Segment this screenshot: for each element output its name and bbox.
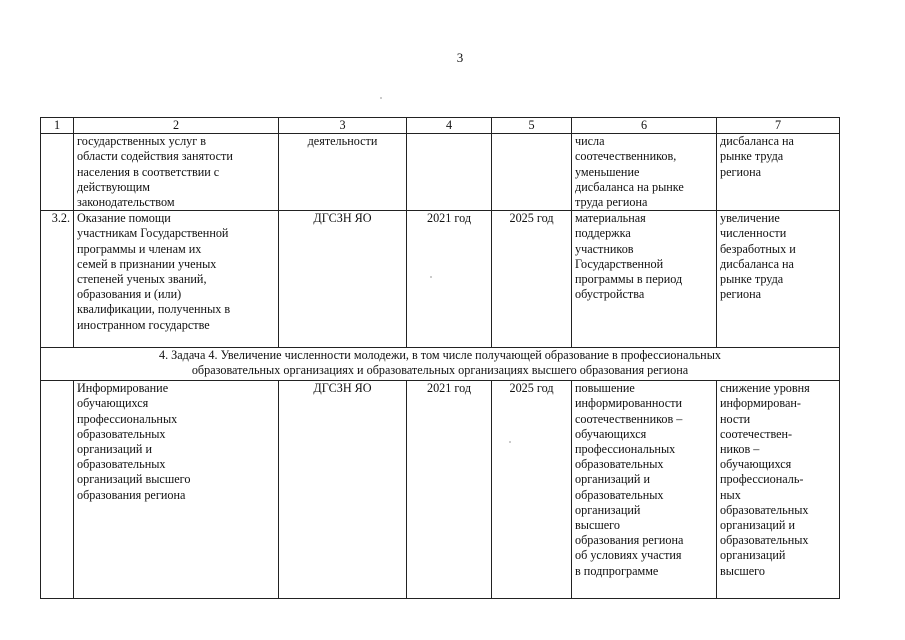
measure-name-cell: государственных услуг в области содействия занятости населения в соответствии с действующим законодательством bbox=[74, 134, 279, 211]
header-cell-2: 2 bbox=[74, 118, 279, 134]
table-row-4-1 bbox=[41, 381, 840, 599]
measure-name-cell: Информирование обучающихся профессиональных образовательных организаций и образовательных организаций высшего образования региона bbox=[74, 381, 279, 599]
consequence-cell: увеличение численности безработных и дисбаланса на рынке труда региона bbox=[717, 211, 840, 348]
task-4-row bbox=[41, 348, 840, 381]
header-cell-6: 6 bbox=[572, 118, 717, 134]
expected-result-cell: повышение информированности соотечественников – обучающихся профессиональных образовательных организаций и образовательных организаций высшего образования региона об условиях участия в подпрограмме bbox=[572, 381, 717, 599]
program-table bbox=[40, 117, 840, 599]
consequence-cell: снижение уровня информирован- ности соотечествен- ников – обучающихся профессиональ- ных образовательных организаций и образовательных организаций высшего bbox=[717, 381, 840, 599]
row-number-cell bbox=[41, 134, 74, 211]
expected-result-cell: материальная поддержка участников Государственной программы в период обустройства bbox=[572, 211, 717, 348]
start-date-cell: 2021 год bbox=[407, 211, 492, 348]
executor-cell: ДГСЗН ЯО bbox=[279, 211, 407, 348]
start-date-cell bbox=[407, 134, 492, 211]
executor-cell: деятельности bbox=[279, 134, 407, 211]
table-row-3-2 bbox=[41, 211, 840, 348]
row-number-cell: 3.2. bbox=[41, 211, 74, 348]
row-number-cell bbox=[41, 381, 74, 599]
end-date-cell: 2025 год bbox=[492, 381, 572, 599]
consequence-cell: дисбаланса на рынке труда региона bbox=[717, 134, 840, 211]
header-cell-5: 5 bbox=[492, 118, 572, 134]
scan-speck bbox=[430, 276, 432, 278]
page-number: 3 bbox=[456, 50, 464, 65]
header-cell-4: 4 bbox=[407, 118, 492, 134]
expected-result-cell: числа соотечественников, уменьшение дисбаланса на рынке труда региона bbox=[572, 134, 717, 211]
task-4-heading: 4. Задача 4. Увеличение численности молодежи, в том числе получающей образование в профессиональных образовательных организациях и образовательных организациях высшего образования региона bbox=[41, 348, 840, 381]
start-date-cell: 2021 год bbox=[407, 381, 492, 599]
table-row-continuation bbox=[41, 134, 840, 211]
header-cell-7: 7 bbox=[717, 118, 840, 134]
executor-cell: ДГСЗН ЯО bbox=[279, 381, 407, 599]
end-date-cell bbox=[492, 134, 572, 211]
measure-name-cell: Оказание помощи участникам Государственной программы и членам их семей в признании ученых степеней ученых званий, образования и (или) квалификации, полученных в иностранном государстве bbox=[74, 211, 279, 348]
header-cell-1: 1 bbox=[41, 118, 74, 134]
end-date-cell: 2025 год bbox=[492, 211, 572, 348]
header-cell-3: 3 bbox=[279, 118, 407, 134]
scan-speck bbox=[380, 97, 382, 99]
scan-speck bbox=[509, 441, 511, 443]
table-header-row bbox=[41, 118, 840, 134]
